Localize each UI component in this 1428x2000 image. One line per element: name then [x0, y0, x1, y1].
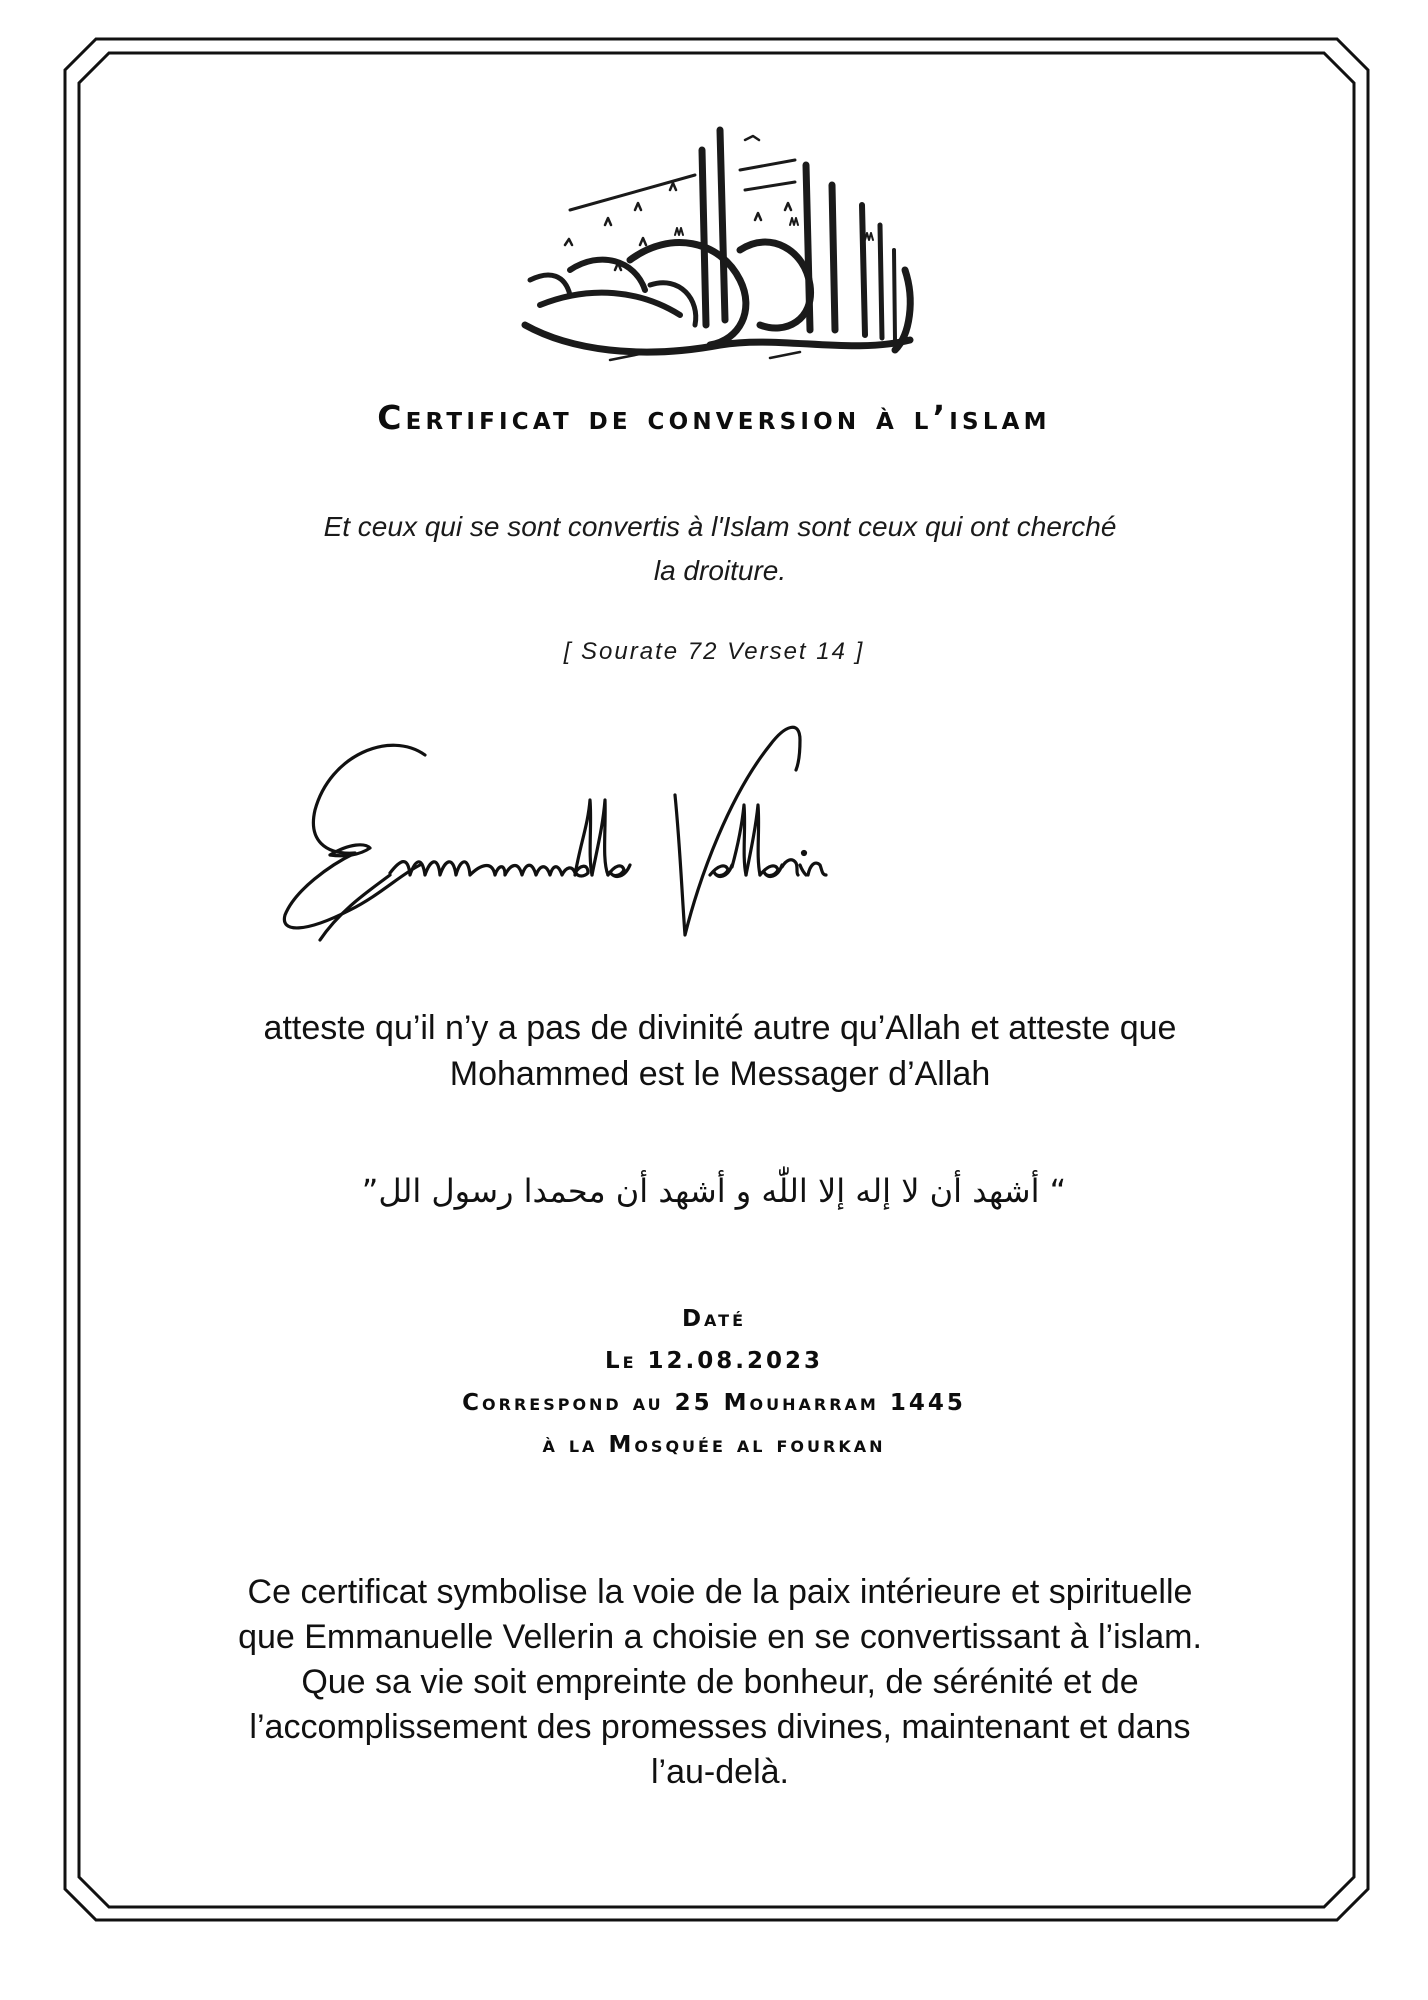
closing-line: Que sa vie soit empreinte de bonheur, de sérénité et de	[301, 1663, 1139, 1701]
closing-line: Ce certificat symbolise la voie de la paix intérieure et spirituelle	[247, 1573, 1193, 1611]
verse-citation: [ Sourate 72 Verset 14 ]	[563, 638, 865, 665]
attestation-text	[180, 1005, 1260, 1097]
recipient-name-signature	[270, 715, 1190, 975]
verse-line: Et ceux qui se sont convertis à l'Islam sont ceux qui ont cherché	[323, 511, 1117, 542]
attestation-line: Mohammed est le Messager d’Allah	[449, 1055, 991, 1093]
date-block	[0, 1298, 1428, 1466]
closing-paragraph	[180, 1570, 1260, 1795]
attestation-line: atteste qu’il n’y a pas de divinité autre qu’Allah et atteste que	[263, 1009, 1177, 1047]
date-label: Daté	[681, 1306, 747, 1332]
mosque-location: à la Mosquée al fourkan	[542, 1432, 886, 1458]
hijri-date: Correspond au 25 Mouharram 1445	[462, 1390, 966, 1416]
shahada-arabic: “ أشهد أن لا إله إلا اللّٰه و أشهد أن محمدا رسول الل”	[361, 1172, 1067, 1210]
closing-line: l’accomplissement des promesses divines, maintenant et dans	[249, 1708, 1191, 1746]
closing-line: l’au-delà.	[651, 1753, 789, 1791]
verse-quote	[240, 505, 1200, 593]
verse-line: la droiture.	[653, 555, 787, 586]
bismillah-calligraphy-icon	[510, 110, 930, 365]
gregorian-date: Le 12.08.2023	[604, 1348, 824, 1374]
closing-line: que Emmanuelle Vellerin a choisie en se convertissant à l’islam.	[238, 1618, 1202, 1656]
certificate-title: Certificat de conversion à l’islam	[377, 398, 1051, 437]
